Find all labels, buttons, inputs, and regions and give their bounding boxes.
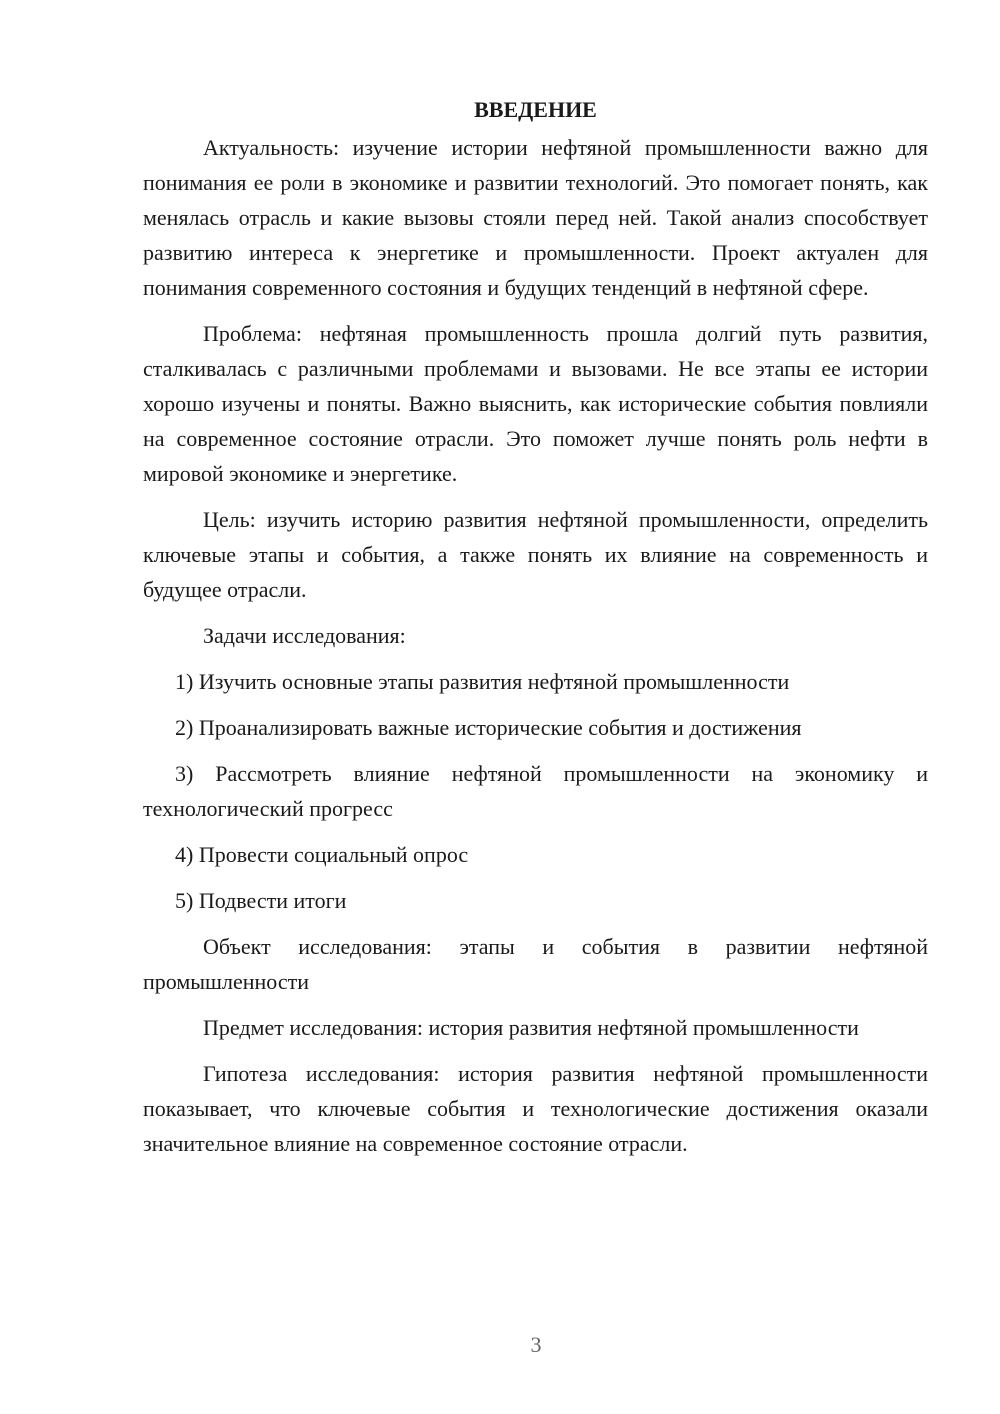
- paragraph-object: Объект исследования: этапы и события в развитии нефтяной промышленности: [143, 934, 928, 994]
- document-page: [143, 92, 928, 1161]
- task-item-2: 2) Проанализировать важные исторические события и достижения: [175, 715, 802, 740]
- task-item-4: 4) Провести социальный опрос: [175, 842, 469, 867]
- paragraph-hypothesis: Гипотеза исследования: история развития нефтяной промышленности показывает, что ключевые события и технологические достижения оказали значительное влияние на современное состояние отрасли.: [143, 1061, 928, 1156]
- paragraph-tasks-heading: Задачи исследования:: [203, 623, 406, 648]
- task-item-5: 5) Подвести итоги: [175, 888, 347, 913]
- page-number: 3: [530, 1332, 542, 1357]
- task-item-1: 1) Изучить основные этапы развития нефтяной промышленности: [175, 669, 790, 694]
- paragraph-relevance: Актуальность: изучение истории нефтяной промышленности важно для понимания ее роли в экономике и развитии технологий. Это помогает понять, как менялась отрасль и какие вызовы стояли перед ней. Такой анализ способствует развитию интереса к энергетике и промышленности. Проект актуален для понимания современного состояния и будущих тенденций в нефтяной сфере.: [143, 135, 928, 300]
- page-title: ВВЕДЕНИЕ: [474, 97, 597, 122]
- paragraph-goal: Цель: изучить историю развития нефтяной промышленности, определить ключевые этапы и события, а также понять их влияние на современность и будущее отрасли.: [143, 507, 928, 602]
- paragraph-problem: Проблема: нефтяная промышленность прошла долгий путь развития, сталкивалась с различными проблемами и вызовами. Не все этапы ее истории хорошо изучены и поняты. Важно выяснить, как исторические события повлияли на современное состояние отрасли. Это поможет лучше понять роль нефти в мировой экономике и энергетике.: [143, 321, 928, 486]
- paragraph-subject: Предмет исследования: история развития нефтяной промышленности: [203, 1015, 859, 1040]
- task-item-3: 3) Рассмотреть влияние нефтяной промышленности на экономику и технологический прогресс: [143, 761, 928, 821]
